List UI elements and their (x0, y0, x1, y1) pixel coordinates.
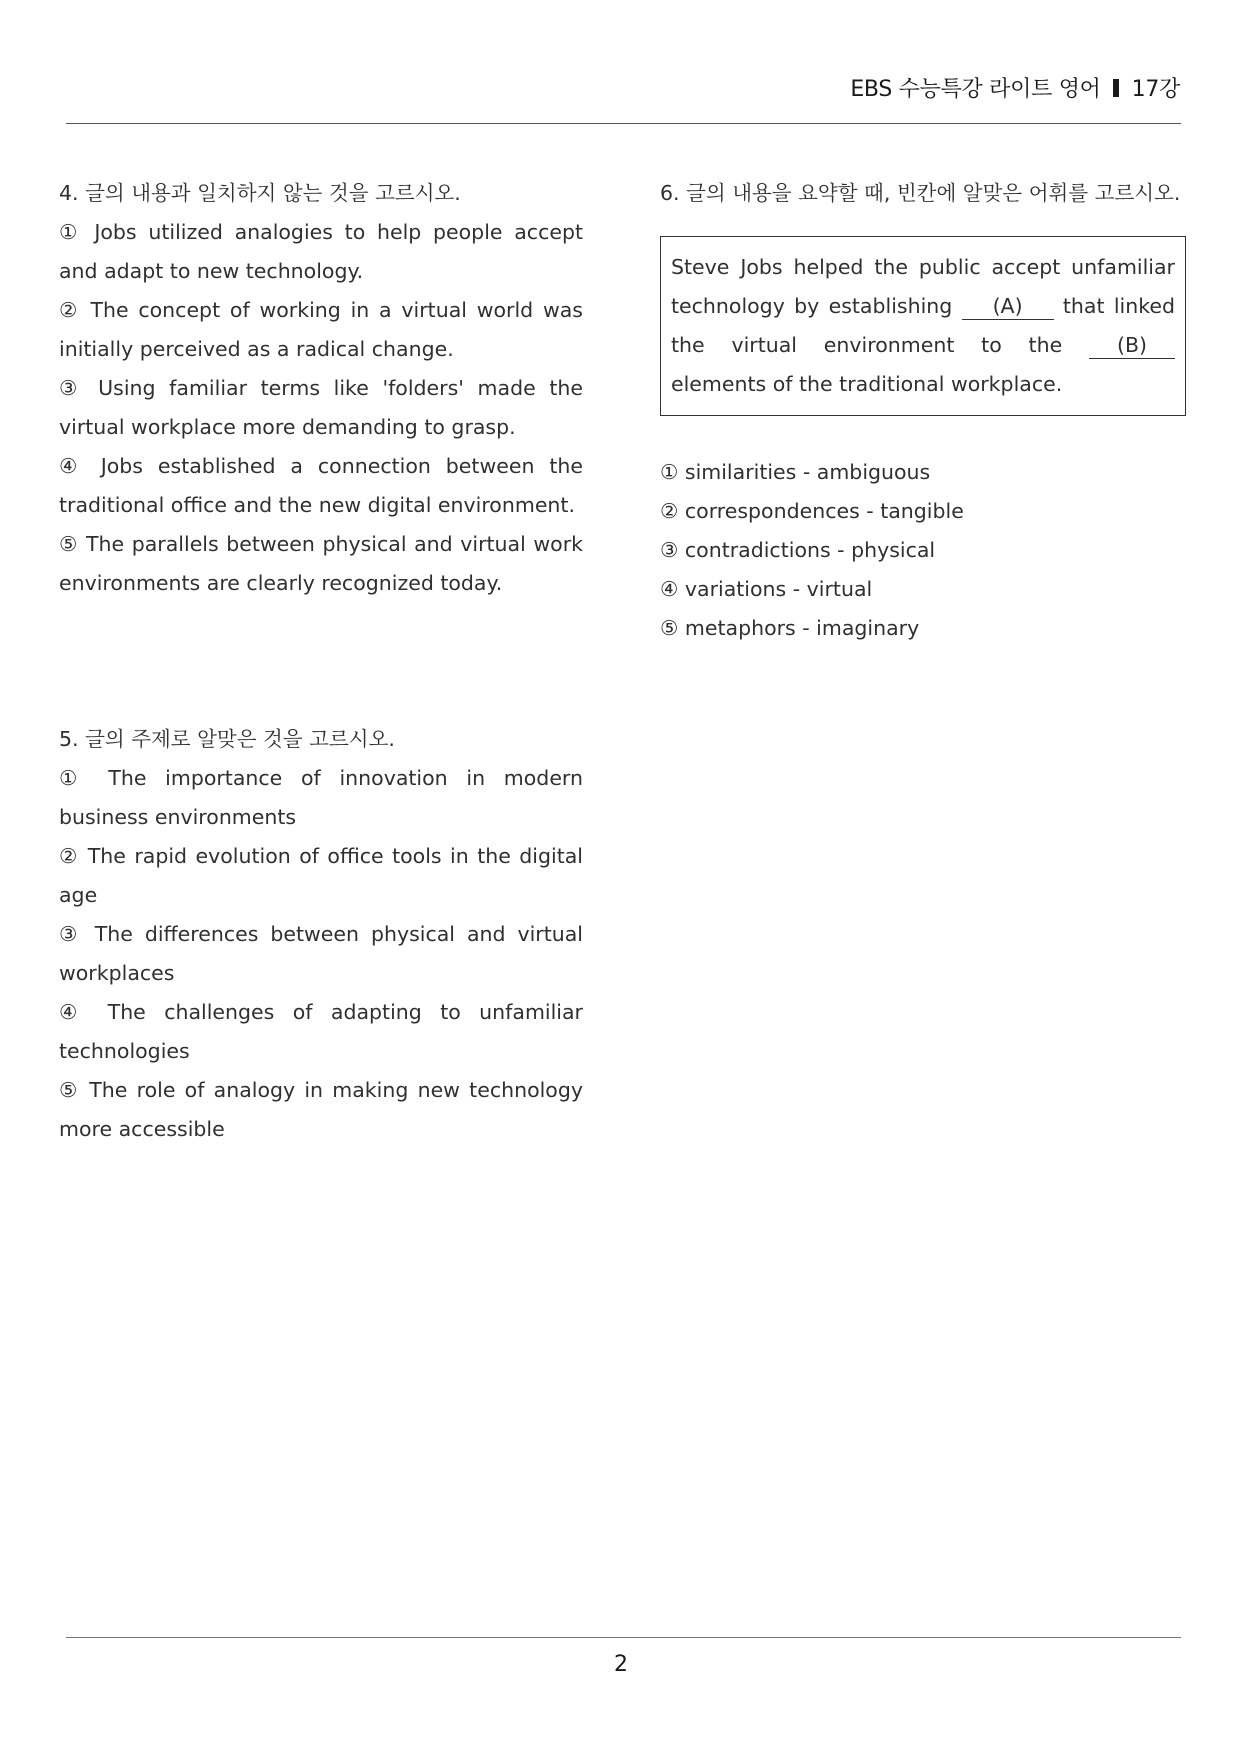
question-5-option-1: ① The importance of innovation in modern business environments (59, 766, 583, 829)
question-4-option-5: ⑤ The parallels between physical and virtual work environments are clearly recognized today. (59, 532, 583, 595)
question-5-option-4: ④ The challenges of adapting to unfamiliar technologies (59, 1000, 583, 1063)
blank-b: (B) (1089, 332, 1175, 359)
footer-divider (66, 1637, 1181, 1638)
header-separator (1113, 79, 1119, 97)
question-6-option-1: ① similarities - ambiguous (660, 460, 931, 484)
summary-text-2: that linked the virtual environment to the (671, 294, 1175, 357)
left-column (59, 174, 583, 1149)
question-6-option-2: ② correspondences - tangible (660, 499, 964, 523)
question-6-choices (660, 453, 1184, 648)
header-divider (66, 123, 1181, 124)
blank-a: (A) (962, 293, 1054, 320)
question-5 (59, 720, 583, 1149)
question-5-option-3: ③ The differences between physical and virtual workplaces (59, 922, 583, 985)
question-4-option-3: ③ Using familiar terms like 'folders' made the virtual workplace more demanding to grasp. (59, 376, 583, 439)
question-4-title: 4. 글의 내용과 일치하지 않는 것을 고르시오. (59, 181, 461, 205)
question-5-option-5: ⑤ The role of analogy in making new technology more accessible (59, 1078, 583, 1141)
question-4-option-4: ④ Jobs established a connection between the traditional office and the new digital environment. (59, 454, 583, 517)
question-6-title: 6. 글의 내용을 요약할 때, 빈칸에 알맞은 어휘를 고르시오. (660, 181, 1181, 205)
summary-text-1: Steve Jobs helped the public accept unfamiliar technology by establishing (671, 255, 1175, 318)
question-6-option-3: ③ contradictions - physical (660, 538, 936, 562)
page-number: 2 (614, 1652, 628, 1677)
page-header (850, 72, 1180, 103)
right-column (660, 174, 1184, 648)
question-6-option-5: ⑤ metaphors - imaginary (660, 616, 920, 640)
question-4-option-1: ① Jobs utilized analogies to help people accept and adapt to new technology. (59, 220, 583, 283)
question-5-title: 5. 글의 주제로 알맞은 것을 고르시오. (59, 727, 395, 751)
question-4 (59, 174, 583, 603)
summary-box (660, 236, 1186, 416)
header-lesson: 17강 (1131, 77, 1180, 102)
summary-text-3: elements of the traditional workplace. (671, 372, 1063, 396)
question-6 (660, 174, 1184, 648)
question-5-option-2: ② The rapid evolution of office tools in the digital age (59, 844, 583, 907)
question-4-option-2: ② The concept of working in a virtual world was initially perceived as a radical change. (59, 298, 583, 361)
header-title: EBS 수능특강 라이트 영어 (850, 77, 1101, 102)
question-6-option-4: ④ variations - virtual (660, 577, 873, 601)
